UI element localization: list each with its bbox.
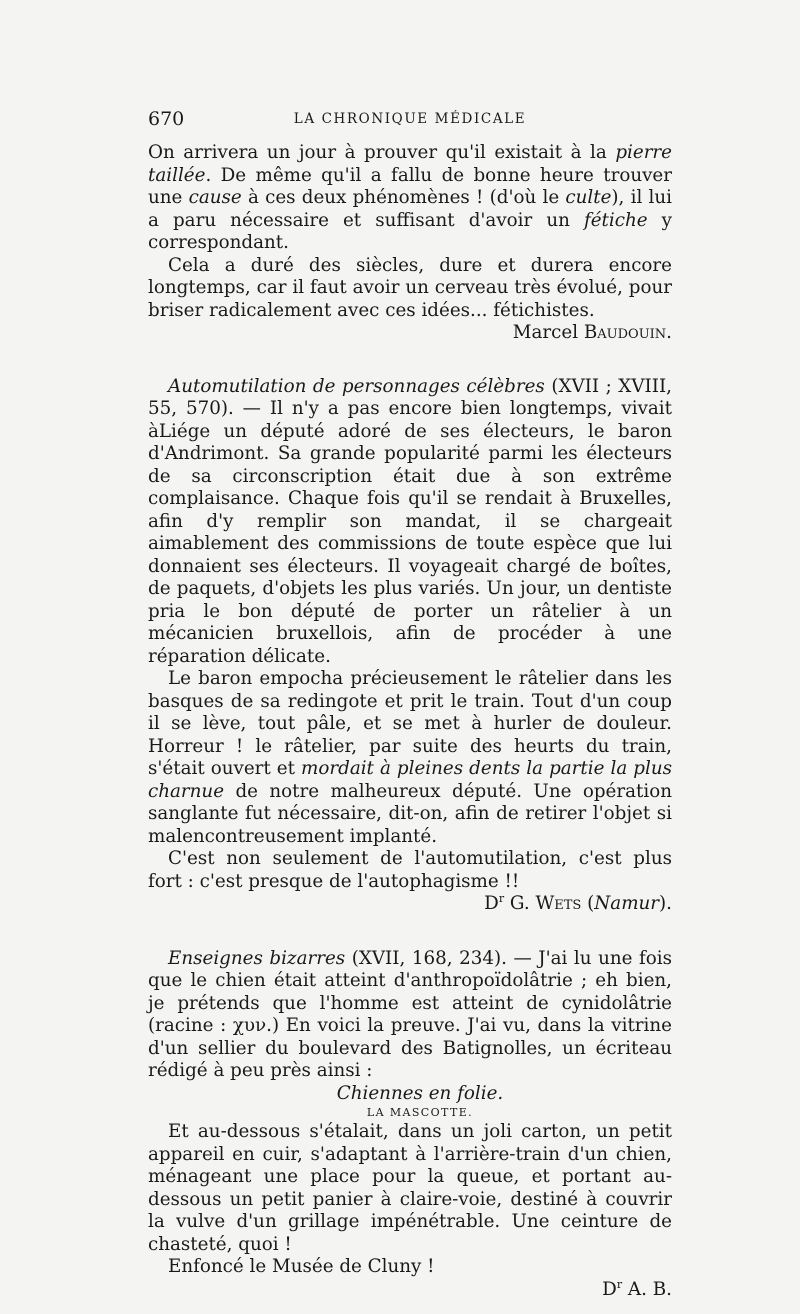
shop-sign-subtitle: LA MASCOTTE.: [366, 1106, 474, 1119]
paragraph: Enfoncé le Musée de Cluny !: [168, 1256, 435, 1277]
page-number: 670: [148, 108, 185, 130]
body-text: [148, 142, 672, 1301]
shop-sign-text: Chiennes en folie.: [336, 1082, 504, 1104]
paragraph: Cela a duré des siècles, dure et durera encore longtemps, car il faut avoir un cerveau très évolué, pour briser radicalement avec ces idées... fétichistes.: [148, 254, 672, 321]
article-title: Automutilation de personnages célèbres: [168, 375, 545, 397]
article-title: Enseignes bizarres: [168, 947, 346, 969]
article-automutilation: Automutilation de personnages célèbres (XVII ; XVIII, 55, 570). — Il n'y a pas encore bien longtemps, vivait àLiége un député adoré de ses électeurs, le baron d'Andrimont. Sa grande popularité parmi les électeurs de sa circonscription était due à son extrême complaisance. Chaque fois qu'il se rendait à Bruxelles, afin d'y remplir son mandat, il se chargeait aimablement des commissions de toute espèce que lui donnaient ses électeurs. Il voyageait chargé de boîtes, de paquets, d'objets les plus variés. Un jour, un dentiste pria le bon député de porter un râtelier à un mécanicien bruxellois, afin de procéder à une réparation délicate.: [148, 375, 672, 667]
article-enseignes: Enseignes bizarres (XVII, 168, 234). — J'ai lu une fois que le chien était atteint d'anthropoïdolâtrie ; eh bien, je prétends que l'homme est atteint de cynidolâtrie (racine : χυν.) En voici la preuve. J'ai vu, dans la vitrine d'un sellier du boulevard des Batignolles, un écriteau rédigé à peu près ainsi :: [148, 947, 673, 1081]
paragraph: C'est non seulement de l'automutilation, c'est plus fort : c'est presque de l'autophagisme !!: [148, 848, 672, 892]
signature-wets: $D^r$ G. Wets (Namur).: [484, 891, 672, 914]
paragraph: Le baron empocha précieusement le râtelier dans les basques de sa redingote et prit le train. Tout d'un coup il se lève, tout pâle, et se met à hurler de douleur. Horreur ! le râtelier, par suite des heurts du train, s'était ouvert et mordait à pleines dents la partie la plus charnue de notre malheureux député. Une opération sanglante fut nécessaire, dit-on, afin de retirer l'objet si malencontreusement implanté.: [148, 668, 672, 847]
journal-title: LA CHRONIQUE MÉDICALE: [293, 111, 527, 127]
signature-baudouin: Marcel Baudouin.: [512, 322, 672, 343]
running-head: [148, 108, 672, 132]
paragraph: On arrivera un jour à prouver qu'il existait à la pierre taillée. De même qu'il a fallu de bonne heure trouver une cause à ces deux phénomènes ! (d'où le culte), il lui a paru nécessaire et suffisant d'avoir un fétiche y correspondant.: [148, 142, 673, 253]
signature-ab: $D^r$ A. B.: [602, 1277, 672, 1300]
paragraph: Et au-dessous s'étalait, dans un joli carton, un petit appareil en cuir, s'adaptant à l'arrière-train d'un chien, ménageant une place pour la queue, et portant au-dessous un petit panier à claire-voie, destiné à couvrir la vulve d'un grillage impénétrable. Une ceinture de chasteté, quoi !: [148, 1121, 672, 1255]
